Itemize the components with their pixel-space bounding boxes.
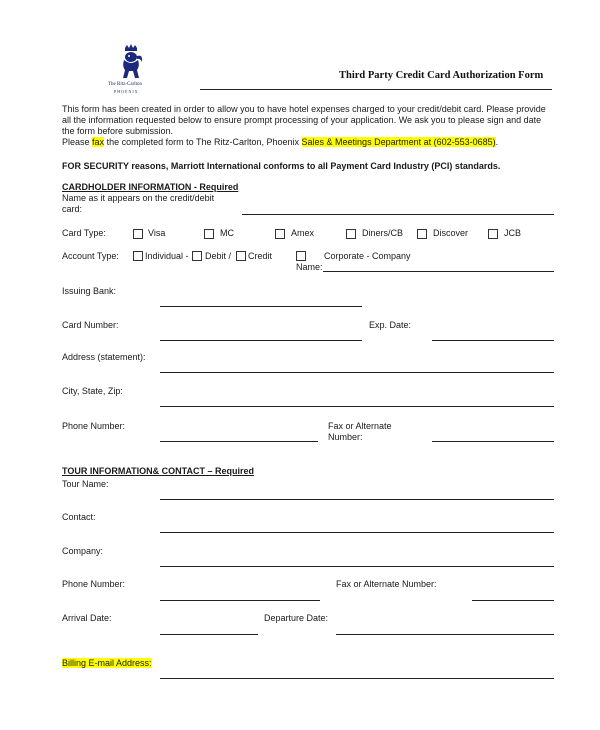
logo-line-2: PHOENIX (114, 89, 139, 94)
billing-email-field[interactable] (160, 678, 554, 679)
arrival-date-label: Arrival Date: (62, 613, 112, 623)
corporate-label: Corporate - Company (324, 251, 411, 261)
address-field[interactable] (160, 372, 554, 373)
lion-crown-crest-icon (116, 44, 146, 80)
tour-heading: TOUR INFORMATION& CONTACT – Required (62, 466, 254, 476)
company-label: Company: (62, 546, 104, 556)
address-label: Address (statement): (62, 352, 146, 362)
title-rule (200, 89, 552, 90)
intro-please: Please (62, 137, 90, 147)
company-name-label: Name: (296, 262, 323, 272)
company-field[interactable] (160, 566, 554, 567)
issuing-bank-field[interactable] (160, 306, 362, 307)
tour-name-label: Tour Name: (62, 479, 109, 489)
card-number-field[interactable] (160, 340, 362, 341)
corporate-checkbox[interactable] (296, 251, 306, 261)
intro-line-3: the form before submission. (62, 126, 174, 136)
issuing-bank-label: Issuing Bank: (62, 286, 117, 296)
diners-checkbox[interactable] (346, 229, 356, 239)
department-highlight: Sales & Meetings Department at (602-553-0685) (301, 137, 496, 147)
company-name-field[interactable] (323, 271, 554, 272)
amex-checkbox[interactable] (275, 229, 285, 239)
visa-label: Visa (148, 228, 166, 238)
fax-alt-field[interactable] (432, 441, 554, 442)
visa-checkbox[interactable] (133, 229, 143, 239)
card-number-label: Card Number: (62, 320, 119, 330)
tour-phone-field[interactable] (160, 600, 320, 601)
diners-label: Diners/CB (362, 228, 404, 238)
tour-fax-alt-field[interactable] (472, 600, 554, 601)
name-label-2: card: (62, 204, 83, 214)
tour-phone-label: Phone Number: (62, 579, 126, 589)
account-type-label: Account Type: (62, 251, 119, 261)
tour-name-field[interactable] (160, 499, 554, 500)
amex-label: Amex (291, 228, 315, 238)
jcb-checkbox[interactable] (488, 229, 498, 239)
debit-checkbox[interactable] (192, 251, 202, 261)
debit-label: Debit / (205, 251, 232, 261)
exp-date-field[interactable] (432, 340, 554, 341)
intro-line-1: This form has been created in order to allow you to have hotel expenses charged to your credit/debit card. Please provide (62, 104, 546, 114)
fax-alt-label-1: Fax or Alternate (328, 421, 392, 431)
intro-line-4 (62, 137, 562, 149)
billing-email-label (62, 658, 152, 669)
departure-date-field[interactable] (336, 634, 554, 635)
card-type-label: Card Type: (62, 228, 106, 238)
discover-checkbox[interactable] (417, 229, 427, 239)
form-title: Third Party Credit Card Authorization Form (339, 70, 544, 81)
phone-label: Phone Number: (62, 421, 126, 431)
individual-checkbox[interactable] (133, 251, 143, 261)
credit-label: Credit (248, 251, 273, 261)
city-state-zip-field[interactable] (160, 406, 554, 407)
intro-line-2: all the information requested below to ensure prompt processing of your application. We ask you to please sign and date (62, 115, 542, 125)
mc-label: MC (220, 228, 234, 238)
security-notice: FOR SECURITY reasons, Marriott International conforms to all Payment Card Industry (PCI) standards. (62, 161, 501, 171)
departure-date-label: Departure Date: (264, 613, 329, 623)
contact-field[interactable] (160, 532, 554, 533)
cardholder-heading: CARDHOLDER INFORMATION - Required (62, 182, 239, 192)
city-state-zip-label: City, State, Zip: (62, 386, 123, 396)
discover-label: Discover (433, 228, 469, 238)
intro-middle: the completed form to The Ritz-Carlton, Phoenix (106, 137, 300, 147)
name-label-1: Name as it appears on the credit/debit (62, 193, 215, 203)
intro-end: . (495, 137, 499, 147)
fax-highlight: fax (92, 137, 105, 147)
individual-label: Individual - (145, 251, 189, 261)
cardholder-name-field[interactable] (242, 214, 554, 215)
jcb-label: JCB (504, 228, 522, 238)
exp-date-label: Exp. Date: (369, 320, 412, 330)
credit-checkbox[interactable] (236, 251, 246, 261)
contact-label: Contact: (62, 512, 96, 522)
tour-fax-alt-label: Fax or Alternate Number: (336, 579, 437, 589)
logo-line-1: The Ritz-Carlton (108, 82, 143, 87)
billing-email-text: Billing E-mail Address: (62, 658, 152, 668)
arrival-date-field[interactable] (160, 634, 258, 635)
phone-field[interactable] (160, 441, 318, 442)
fax-alt-label-2: Number: (328, 432, 363, 442)
mc-checkbox[interactable] (204, 229, 214, 239)
